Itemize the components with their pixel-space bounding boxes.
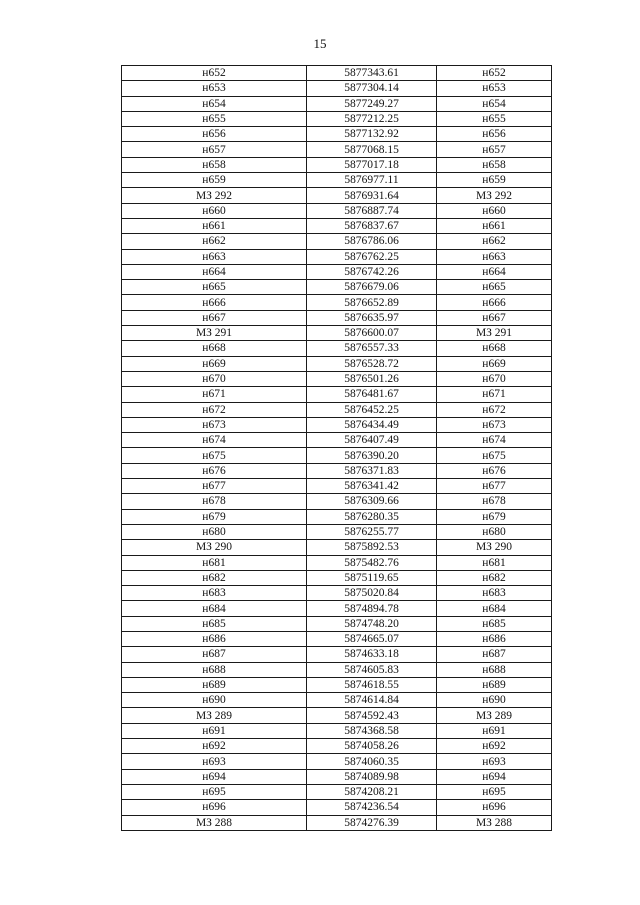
- point-name-cell-repeat: н695: [437, 784, 552, 799]
- table-row: [122, 509, 552, 524]
- point-name-cell-repeat: н680: [437, 524, 552, 539]
- point-name-cell: н676: [122, 463, 307, 478]
- point-name-cell: н662: [122, 234, 307, 249]
- point-name-cell-repeat: н687: [437, 647, 552, 662]
- table-row: [122, 616, 552, 631]
- coordinate-cell: 5876371.83: [307, 463, 437, 478]
- coordinate-cell: 5876931.64: [307, 188, 437, 203]
- coordinate-cell: 5876481.67: [307, 387, 437, 402]
- point-name-cell: н667: [122, 310, 307, 325]
- table-row: [122, 310, 552, 325]
- point-name-cell-repeat: н662: [437, 234, 552, 249]
- table-row: [122, 111, 552, 126]
- coordinate-cell: 5876407.49: [307, 433, 437, 448]
- point-name-cell: н672: [122, 402, 307, 417]
- point-name-cell-repeat: н681: [437, 555, 552, 570]
- table-row: [122, 723, 552, 738]
- coordinate-cell: 5874618.55: [307, 677, 437, 692]
- table-row: [122, 249, 552, 264]
- point-name-cell: н656: [122, 127, 307, 142]
- coordinate-cell: 5874614.84: [307, 693, 437, 708]
- coordinate-cell: 5875119.65: [307, 570, 437, 585]
- point-name-cell-repeat: н682: [437, 570, 552, 585]
- point-name-cell-repeat: н693: [437, 754, 552, 769]
- table-row: [122, 402, 552, 417]
- coordinate-cell: 5874208.21: [307, 784, 437, 799]
- point-name-cell: н680: [122, 524, 307, 539]
- point-name-cell-repeat: н665: [437, 280, 552, 295]
- point-name-cell-repeat: н696: [437, 800, 552, 815]
- point-name-cell-repeat: н685: [437, 616, 552, 631]
- table-row: [122, 96, 552, 111]
- coordinate-cell: 5874089.98: [307, 769, 437, 784]
- coordinate-cell: 5876452.25: [307, 402, 437, 417]
- coordinate-cell: 5876434.49: [307, 417, 437, 432]
- table-row: [122, 356, 552, 371]
- coordinates-table: [121, 65, 552, 831]
- point-name-cell-repeat: н669: [437, 356, 552, 371]
- point-name-cell-repeat: н690: [437, 693, 552, 708]
- point-name-cell: н653: [122, 81, 307, 96]
- coordinate-cell: 5876635.97: [307, 310, 437, 325]
- coordinate-cell: 5877017.18: [307, 157, 437, 172]
- point-name-cell-repeat: МЗ 289: [437, 708, 552, 723]
- point-name-cell: н686: [122, 631, 307, 646]
- point-name-cell: н693: [122, 754, 307, 769]
- point-name-cell: н657: [122, 142, 307, 157]
- point-name-cell: н685: [122, 616, 307, 631]
- point-name-cell-repeat: н676: [437, 463, 552, 478]
- table-row: [122, 127, 552, 142]
- point-name-cell-repeat: н667: [437, 310, 552, 325]
- coordinates-table-body: [122, 66, 552, 831]
- point-name-cell-repeat: н653: [437, 81, 552, 96]
- coordinate-cell: 5876887.74: [307, 203, 437, 218]
- point-name-cell-repeat: н661: [437, 218, 552, 233]
- table-row: [122, 800, 552, 815]
- table-row: [122, 631, 552, 646]
- point-name-cell: н678: [122, 494, 307, 509]
- coordinate-cell: 5876280.35: [307, 509, 437, 524]
- point-name-cell-repeat: МЗ 288: [437, 815, 552, 830]
- coordinate-cell: 5876501.26: [307, 371, 437, 386]
- point-name-cell-repeat: н656: [437, 127, 552, 142]
- coordinate-cell: 5876786.06: [307, 234, 437, 249]
- point-name-cell: н675: [122, 448, 307, 463]
- point-name-cell-repeat: н668: [437, 341, 552, 356]
- point-name-cell: МЗ 288: [122, 815, 307, 830]
- point-name-cell: МЗ 290: [122, 540, 307, 555]
- point-name-cell: н668: [122, 341, 307, 356]
- point-name-cell: н655: [122, 111, 307, 126]
- coordinate-cell: 5877249.27: [307, 96, 437, 111]
- table-row: [122, 708, 552, 723]
- table-row: [122, 784, 552, 799]
- table-row: [122, 433, 552, 448]
- point-name-cell: н669: [122, 356, 307, 371]
- point-name-cell-repeat: н654: [437, 96, 552, 111]
- point-name-cell: МЗ 292: [122, 188, 307, 203]
- table-row: [122, 463, 552, 478]
- point-name-cell-repeat: н672: [437, 402, 552, 417]
- point-name-cell: н674: [122, 433, 307, 448]
- coordinate-cell: 5877068.15: [307, 142, 437, 157]
- table-row: [122, 66, 552, 81]
- point-name-cell: н684: [122, 601, 307, 616]
- table-row: [122, 157, 552, 172]
- point-name-cell-repeat: н675: [437, 448, 552, 463]
- coordinate-cell: 5874605.83: [307, 662, 437, 677]
- point-name-cell: н661: [122, 218, 307, 233]
- point-name-cell-repeat: н666: [437, 295, 552, 310]
- table-row: [122, 601, 552, 616]
- coordinate-cell: 5874368.58: [307, 723, 437, 738]
- coordinate-cell: 5874276.39: [307, 815, 437, 830]
- point-name-cell: н673: [122, 417, 307, 432]
- coordinate-cell: 5874058.26: [307, 739, 437, 754]
- table-row: [122, 417, 552, 432]
- table-row: [122, 203, 552, 218]
- point-name-cell: н683: [122, 586, 307, 601]
- point-name-cell: н659: [122, 173, 307, 188]
- coordinate-cell: 5874894.78: [307, 601, 437, 616]
- point-name-cell: н671: [122, 387, 307, 402]
- point-name-cell: н682: [122, 570, 307, 585]
- coordinate-cell: 5874633.18: [307, 647, 437, 662]
- point-name-cell-repeat: н670: [437, 371, 552, 386]
- table-row: [122, 570, 552, 585]
- coordinate-cell: 5875020.84: [307, 586, 437, 601]
- coordinate-cell: 5877343.61: [307, 66, 437, 81]
- table-row: [122, 81, 552, 96]
- point-name-cell-repeat: н658: [437, 157, 552, 172]
- point-name-cell: н654: [122, 96, 307, 111]
- table-row: [122, 540, 552, 555]
- point-name-cell-repeat: н657: [437, 142, 552, 157]
- coordinate-cell: 5876528.72: [307, 356, 437, 371]
- coordinate-cell: 5876837.67: [307, 218, 437, 233]
- table-row: [122, 769, 552, 784]
- coordinate-cell: 5876255.77: [307, 524, 437, 539]
- table-row: [122, 280, 552, 295]
- point-name-cell: н696: [122, 800, 307, 815]
- point-name-cell-repeat: н674: [437, 433, 552, 448]
- coordinate-cell: 5876557.33: [307, 341, 437, 356]
- point-name-cell: н658: [122, 157, 307, 172]
- point-name-cell: н695: [122, 784, 307, 799]
- table-row: [122, 371, 552, 386]
- table-row: [122, 142, 552, 157]
- point-name-cell-repeat: н684: [437, 601, 552, 616]
- point-name-cell: н660: [122, 203, 307, 218]
- point-name-cell: н689: [122, 677, 307, 692]
- coordinate-cell: 5877132.92: [307, 127, 437, 142]
- coordinate-cell: 5874592.43: [307, 708, 437, 723]
- coordinate-cell: 5876977.11: [307, 173, 437, 188]
- table-row: [122, 188, 552, 203]
- point-name-cell: н679: [122, 509, 307, 524]
- point-name-cell-repeat: н660: [437, 203, 552, 218]
- coordinate-cell: 5876309.66: [307, 494, 437, 509]
- table-row: [122, 341, 552, 356]
- coordinate-cell: 5874665.07: [307, 631, 437, 646]
- table-row: [122, 295, 552, 310]
- table-row: [122, 693, 552, 708]
- point-name-cell-repeat: н677: [437, 479, 552, 494]
- table-row: [122, 494, 552, 509]
- coordinate-cell: 5877212.25: [307, 111, 437, 126]
- table-row: [122, 173, 552, 188]
- point-name-cell-repeat: н691: [437, 723, 552, 738]
- table-row: [122, 218, 552, 233]
- table-row: [122, 234, 552, 249]
- coordinate-cell: 5876600.07: [307, 326, 437, 341]
- point-name-cell-repeat: н663: [437, 249, 552, 264]
- point-name-cell-repeat: МЗ 292: [437, 188, 552, 203]
- point-name-cell-repeat: МЗ 290: [437, 540, 552, 555]
- table-row: [122, 264, 552, 279]
- table-row: [122, 739, 552, 754]
- coordinate-cell: 5876742.26: [307, 264, 437, 279]
- coordinate-cell: 5875892.53: [307, 540, 437, 555]
- page-number: 15: [313, 36, 327, 51]
- table-row: [122, 448, 552, 463]
- point-name-cell-repeat: н694: [437, 769, 552, 784]
- coordinate-cell: 5874236.54: [307, 800, 437, 815]
- point-name-cell-repeat: н673: [437, 417, 552, 432]
- coordinate-cell: 5874060.35: [307, 754, 437, 769]
- coordinate-cell: 5876652.89: [307, 295, 437, 310]
- point-name-cell: н688: [122, 662, 307, 677]
- point-name-cell: н687: [122, 647, 307, 662]
- coordinate-cell: 5876390.20: [307, 448, 437, 463]
- coordinate-cell: 5874748.20: [307, 616, 437, 631]
- point-name-cell: н681: [122, 555, 307, 570]
- table-row: [122, 524, 552, 539]
- coordinate-cell: 5876762.25: [307, 249, 437, 264]
- point-name-cell: н670: [122, 371, 307, 386]
- point-name-cell-repeat: н689: [437, 677, 552, 692]
- table-row: [122, 815, 552, 830]
- point-name-cell-repeat: н686: [437, 631, 552, 646]
- coordinate-cell: 5876679.06: [307, 280, 437, 295]
- point-name-cell: МЗ 289: [122, 708, 307, 723]
- table-row: [122, 754, 552, 769]
- coordinate-cell: 5875482.76: [307, 555, 437, 570]
- point-name-cell: н677: [122, 479, 307, 494]
- table-row: [122, 326, 552, 341]
- table-row: [122, 586, 552, 601]
- point-name-cell-repeat: н679: [437, 509, 552, 524]
- table-row: [122, 479, 552, 494]
- point-name-cell-repeat: н678: [437, 494, 552, 509]
- point-name-cell-repeat: н671: [437, 387, 552, 402]
- point-name-cell-repeat: н664: [437, 264, 552, 279]
- point-name-cell-repeat: н692: [437, 739, 552, 754]
- point-name-cell: МЗ 291: [122, 326, 307, 341]
- table-row: [122, 387, 552, 402]
- point-name-cell: н690: [122, 693, 307, 708]
- point-name-cell-repeat: МЗ 291: [437, 326, 552, 341]
- coordinate-cell: 5877304.14: [307, 81, 437, 96]
- point-name-cell: н652: [122, 66, 307, 81]
- point-name-cell-repeat: н683: [437, 586, 552, 601]
- point-name-cell: н665: [122, 280, 307, 295]
- table-row: [122, 677, 552, 692]
- point-name-cell-repeat: н688: [437, 662, 552, 677]
- point-name-cell: н691: [122, 723, 307, 738]
- point-name-cell-repeat: н659: [437, 173, 552, 188]
- point-name-cell: н663: [122, 249, 307, 264]
- point-name-cell: н664: [122, 264, 307, 279]
- table-row: [122, 662, 552, 677]
- point-name-cell: н694: [122, 769, 307, 784]
- point-name-cell: н666: [122, 295, 307, 310]
- point-name-cell-repeat: н655: [437, 111, 552, 126]
- table-row: [122, 555, 552, 570]
- point-name-cell-repeat: н652: [437, 66, 552, 81]
- point-name-cell: н692: [122, 739, 307, 754]
- table-row: [122, 647, 552, 662]
- coordinate-cell: 5876341.42: [307, 479, 437, 494]
